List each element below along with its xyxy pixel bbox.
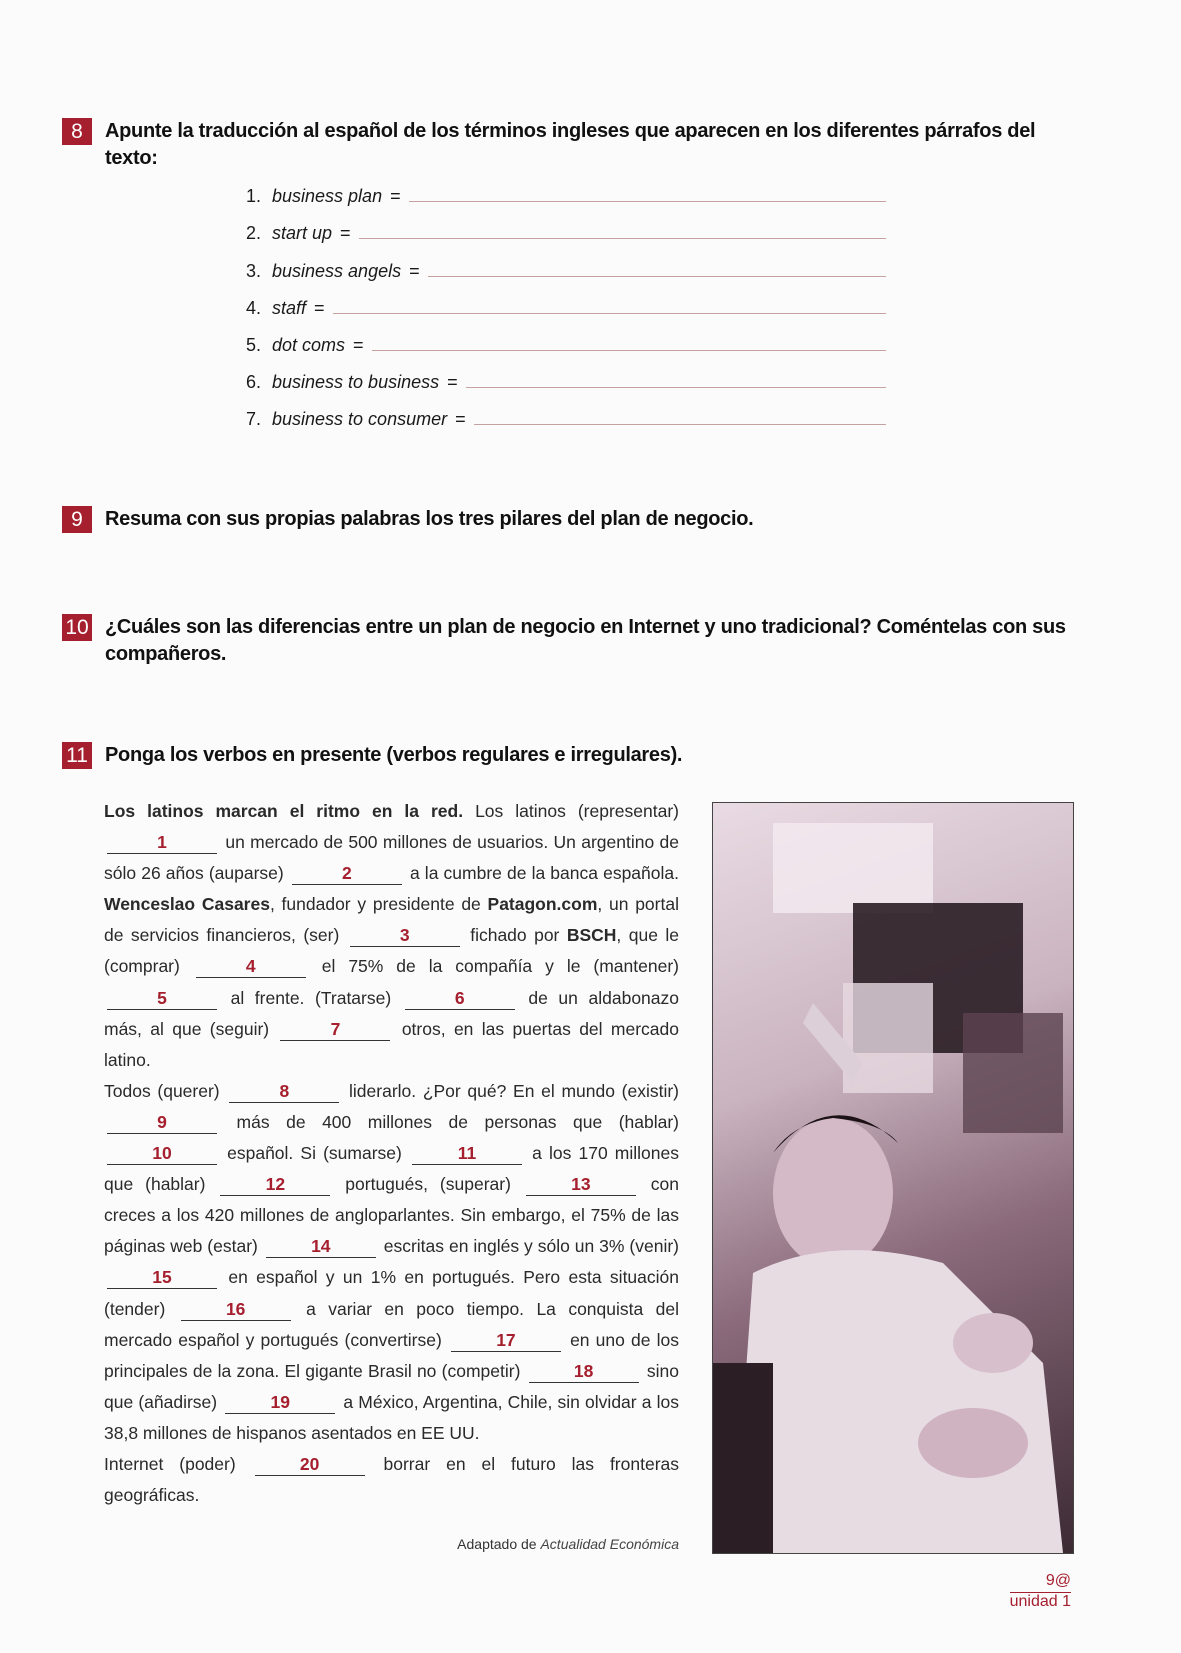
vocab-term: business to business — [272, 372, 440, 393]
portrait-photo — [712, 802, 1074, 1554]
blank-1[interactable]: 1 — [107, 831, 217, 854]
page-footer — [1010, 1572, 1071, 1611]
vocab-term: business to consumer — [272, 409, 448, 430]
vocab-item: 6. business to business = — [246, 359, 886, 396]
vocab-item: 4. staff = — [246, 285, 886, 322]
vocab-term: business plan — [272, 186, 383, 207]
vocab-item: 1. business plan = — [246, 173, 886, 210]
cloze-text — [104, 796, 679, 1511]
exercise-number-badge: 10 — [62, 614, 92, 641]
exercise-number-badge: 8 — [62, 118, 92, 145]
article-headline: Los latinos marcan el ritmo en la red. — [104, 801, 464, 821]
vocab-item: 5. dot coms = — [246, 322, 886, 359]
exercise-instruction: ¿Cuáles son las diferencias entre un plan de negocio en Internet y uno tradicional? Coméntelas con sus compañeros. — [105, 616, 1066, 665]
exercise-10 — [62, 614, 1071, 668]
exercise-9 — [62, 506, 1071, 533]
blank-5[interactable]: 5 — [107, 987, 217, 1010]
blank-18[interactable]: 18 — [529, 1360, 639, 1383]
blank-6[interactable]: 6 — [405, 987, 515, 1010]
vocab-item: 2. start up = — [246, 210, 886, 247]
answer-line[interactable] — [372, 350, 886, 351]
vocab-item: 7. business to consumer = — [246, 396, 886, 433]
vocabulary-list — [246, 173, 886, 433]
blank-19[interactable]: 19 — [225, 1391, 335, 1414]
blank-8[interactable]: 8 — [229, 1080, 339, 1103]
unit-label: unidad 1 — [1009, 1593, 1071, 1610]
blank-4[interactable]: 4 — [196, 955, 306, 978]
blank-17[interactable]: 17 — [451, 1329, 561, 1352]
exercise-instruction: Resuma con sus propias palabras los tres pilares del plan de negocio. — [105, 508, 754, 530]
vocab-term: business angels — [272, 260, 402, 281]
vocab-term: dot coms — [272, 334, 346, 355]
blank-12[interactable]: 12 — [220, 1173, 330, 1196]
blank-2[interactable]: 2 — [292, 862, 402, 885]
answer-line[interactable] — [409, 201, 886, 202]
exercise-number-badge: 11 — [62, 742, 92, 769]
blank-9[interactable]: 9 — [107, 1111, 217, 1134]
blank-16[interactable]: 16 — [181, 1298, 291, 1321]
blank-11[interactable]: 11 — [412, 1142, 522, 1165]
blank-14[interactable]: 14 — [266, 1235, 376, 1258]
exercise-instruction: Apunte la traducción al español de los términos ingleses que aparecen en los diferentes párrafos del texto: — [105, 120, 1036, 169]
vocab-item: 3. business angels = — [246, 247, 886, 284]
photo-illustration — [713, 803, 1073, 1553]
paragraph: Internet (poder) 20 borrar en el futuro las fronteras geográficas. — [104, 1453, 680, 1506]
blank-20[interactable]: 20 — [255, 1453, 365, 1476]
answer-line[interactable] — [359, 238, 886, 239]
answer-line[interactable] — [466, 387, 886, 388]
exercise-instruction: Ponga los verbos en presente (verbos regulares e irregulares). — [105, 744, 683, 766]
exercise-11 — [62, 742, 1071, 769]
vocab-term: start up — [272, 223, 333, 244]
answer-line[interactable] — [333, 313, 886, 314]
paragraph: Todos (querer) 8 liderarlo. ¿Por qué? En el mundo (existir) 9 más de 400 millones de personas que (hablar) 10 español. Si (sumarse) 11 a los 170 millones que (hablar) 12 portugués, (superar) 13 con creces a los 420 millones de angloparlantes. Sin embargo, el 75% de las páginas web (estar) 14 escritas en inglés y sólo un 3% (venir)15 en español y un 1% en portugués. Pero esta situación (tender) 16 a variar en poco tiempo. La conquista del mercado español y portugués (convertirse) 17 en uno de los principales de la zona. El gigante Brasil no (competir) 18 sino que (añadirse) 19 a México, Argentina, Chile, sin olvidar a los 38,8 millones de hispanos asentados en EE UU. — [104, 1080, 680, 1443]
vocab-term: staff — [272, 297, 307, 318]
page-number: 9@ — [1010, 1572, 1071, 1593]
answer-line[interactable] — [428, 276, 886, 277]
blank-13[interactable]: 13 — [526, 1173, 636, 1196]
blank-7[interactable]: 7 — [280, 1018, 390, 1041]
paragraph: Los latinos marcan el ritmo en la red. Los latinos (representar) 1 un mercado de 500 millones de usuarios. Un argentino de sólo 26 años (auparse) 2 a la cumbre de la banca española. Wenceslao Casares, fundador y presidente de Patagon.com, un portal de servicios financieros, (ser) 3 fichado por BSCH, que le (comprar) 4 el 75% de la compañía y le (mantener) 5 al frente. (Tratarse) 6 de un aldabonazo más, al que (seguir) 7 otros, en las puertas del mercado latino. — [104, 801, 679, 1070]
source-credit: Adaptado de Actualidad Económica — [457, 1536, 679, 1552]
blank-10[interactable]: 10 — [107, 1142, 217, 1165]
exercise-number-badge: 9 — [62, 506, 92, 533]
blank-3[interactable]: 3 — [350, 924, 460, 947]
exercise-8 — [62, 118, 1071, 172]
blank-15[interactable]: 15 — [107, 1266, 217, 1289]
answer-line[interactable] — [474, 424, 886, 425]
